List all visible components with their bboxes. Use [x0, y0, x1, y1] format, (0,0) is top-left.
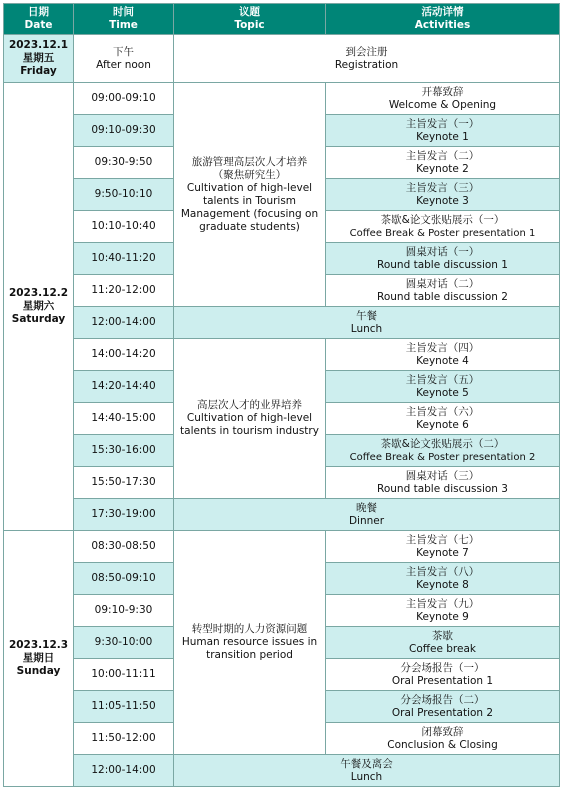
time-cell: 15:50-17:30	[74, 467, 174, 499]
activity-cell: 主旨发言（五） Keynote 5	[326, 371, 560, 403]
time-cell: 9:50-10:10	[74, 179, 174, 211]
time-cell: 12:00-14:00	[74, 307, 174, 339]
activity-cell: 分会场报告（二） Oral Presentation 2	[326, 691, 560, 723]
header-date: 日期 Date	[4, 4, 74, 35]
time-cell: 10:10-10:40	[74, 211, 174, 243]
friday-activity: 到会注册 Registration	[174, 35, 560, 83]
activity-cell: 开幕致辞 Welcome & Opening	[326, 83, 560, 115]
activity-cell: 午餐 Lunch	[174, 307, 560, 339]
time-cell: 09:10-9:30	[74, 595, 174, 627]
time-cell: 14:00-14:20	[74, 339, 174, 371]
saturday-date: 2023.12.2 星期六 Saturday	[4, 83, 74, 531]
time-cell: 12:00-14:00	[74, 755, 174, 787]
time-cell: 17:30-19:00	[74, 499, 174, 531]
table-row	[4, 531, 560, 563]
activity-cell: 分会场报告（一） Oral Presentation 1	[326, 659, 560, 691]
activity-cell: 主旨发言（七） Keynote 7	[326, 531, 560, 563]
time-cell: 15:30-16:00	[74, 435, 174, 467]
activity-cell: 圆桌对话（三） Round table discussion 3	[326, 467, 560, 499]
time-cell: 10:40-11:20	[74, 243, 174, 275]
activity-cell: 圆桌对话（二） Round table discussion 2	[326, 275, 560, 307]
activity-cell: 茶歇&论文张贴展示（一） Coffee Break & Poster presentation 1	[326, 211, 560, 243]
table-row	[4, 83, 560, 115]
activity-cell: 午餐及离会 Lunch	[174, 755, 560, 787]
time-cell: 11:20-12:00	[74, 275, 174, 307]
time-cell: 10:00-11:11	[74, 659, 174, 691]
activity-cell: 圆桌对话（一） Round table discussion 1	[326, 243, 560, 275]
header-time: 时间 Time	[74, 4, 174, 35]
table-row	[4, 307, 560, 339]
time-cell: 14:20-14:40	[74, 371, 174, 403]
time-cell: 11:50-12:00	[74, 723, 174, 755]
activity-cell: 茶歇 Coffee break	[326, 627, 560, 659]
time-cell: 14:40-15:00	[74, 403, 174, 435]
activity-cell: 主旨发言（二） Keynote 2	[326, 147, 560, 179]
time-cell: 08:50-09:10	[74, 563, 174, 595]
activity-cell: 闭幕致辞 Conclusion & Closing	[326, 723, 560, 755]
header-topic: 议题 Topic	[174, 4, 326, 35]
time-cell: 08:30-08:50	[74, 531, 174, 563]
sunday-date: 2023.12.3 星期日 Sunday	[4, 531, 74, 787]
activity-cell: 主旨发言（三） Keynote 3	[326, 179, 560, 211]
friday-date: 2023.12.1 星期五 Friday	[4, 35, 74, 83]
table-row	[4, 755, 560, 787]
time-cell: 09:30-9:50	[74, 147, 174, 179]
friday-time: 下午 After noon	[74, 35, 174, 83]
table-row	[4, 339, 560, 371]
header-activities: 活动详情 Activities	[326, 4, 560, 35]
table-row	[4, 499, 560, 531]
time-cell: 9:30-10:00	[74, 627, 174, 659]
activity-cell: 主旨发言（六） Keynote 6	[326, 403, 560, 435]
time-cell: 09:10-09:30	[74, 115, 174, 147]
schedule-table	[3, 3, 560, 787]
header-row	[4, 4, 560, 35]
activity-cell: 主旨发言（九） Keynote 9	[326, 595, 560, 627]
saturday-topic-2: 高层次人才的业界培养 Cultivation of high-level talents in tourism industry	[174, 339, 326, 499]
activity-cell: 主旨发言（八） Keynote 8	[326, 563, 560, 595]
activity-cell: 主旨发言（四） Keynote 4	[326, 339, 560, 371]
activity-cell: 晚餐 Dinner	[174, 499, 560, 531]
sunday-topic: 转型时期的人力资源问题 Human resource issues in transition period	[174, 531, 326, 755]
saturday-topic-1: 旅游管理高层次人才培养 （聚焦研究生） Cultivation of high-level talents in Tourism Management (focusing on graduate students)	[174, 83, 326, 307]
time-cell: 11:05-11:50	[74, 691, 174, 723]
activity-cell: 茶歇&论文张贴展示（二） Coffee Break & Poster presentation 2	[326, 435, 560, 467]
friday-row	[4, 35, 560, 83]
activity-cell: 主旨发言（一） Keynote 1	[326, 115, 560, 147]
time-cell: 09:00-09:10	[74, 83, 174, 115]
